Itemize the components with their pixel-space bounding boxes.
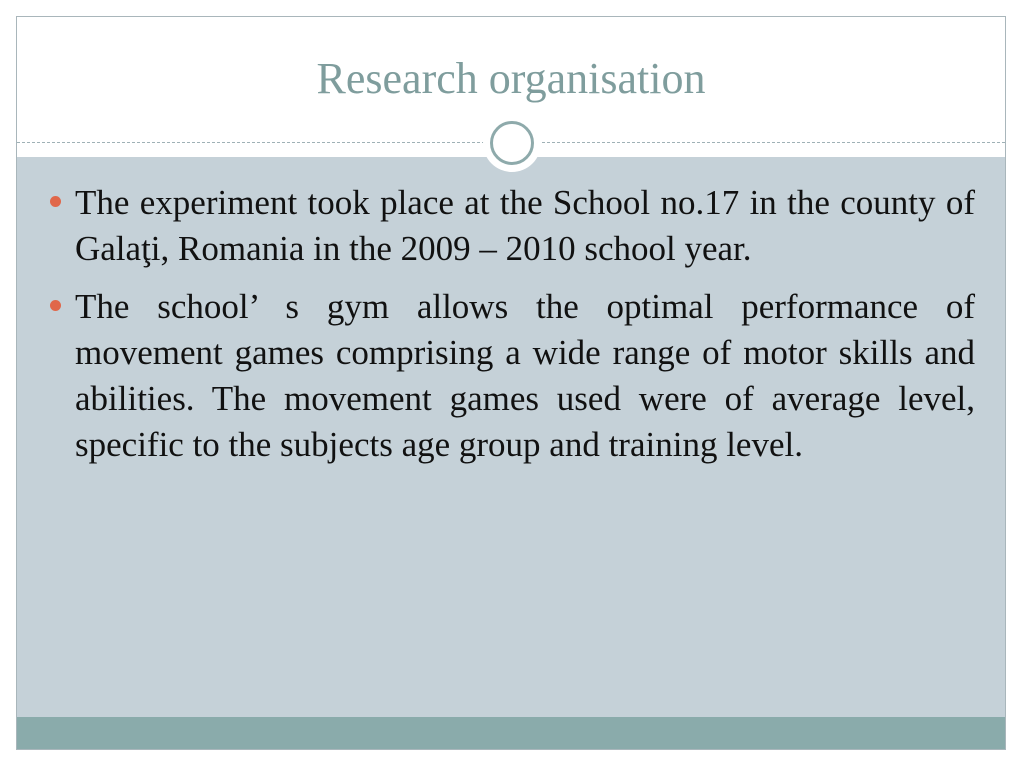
ornament-ring <box>490 121 534 165</box>
bullet-text: The school’ s gym allows the optimal performance of movement games comprising a wide range of motor skills and abilities. The movement games used were of average level, specific to the subjects age group and training level. <box>75 287 975 464</box>
bullet-list <box>47 180 975 480</box>
footer-band <box>17 717 1005 750</box>
bullet-dot-icon <box>50 196 61 207</box>
ring-ornament-icon <box>483 114 541 172</box>
bullet-item <box>47 180 975 272</box>
bullet-item <box>47 284 975 468</box>
bullet-text: The experiment took place at the School no.17 in the county of Galaţi, Romania in the 2009 – 2010 school year. <box>75 183 975 268</box>
bullet-dot-icon <box>50 300 61 311</box>
slide-title: Research organisation <box>316 54 706 103</box>
slide <box>16 16 1006 750</box>
